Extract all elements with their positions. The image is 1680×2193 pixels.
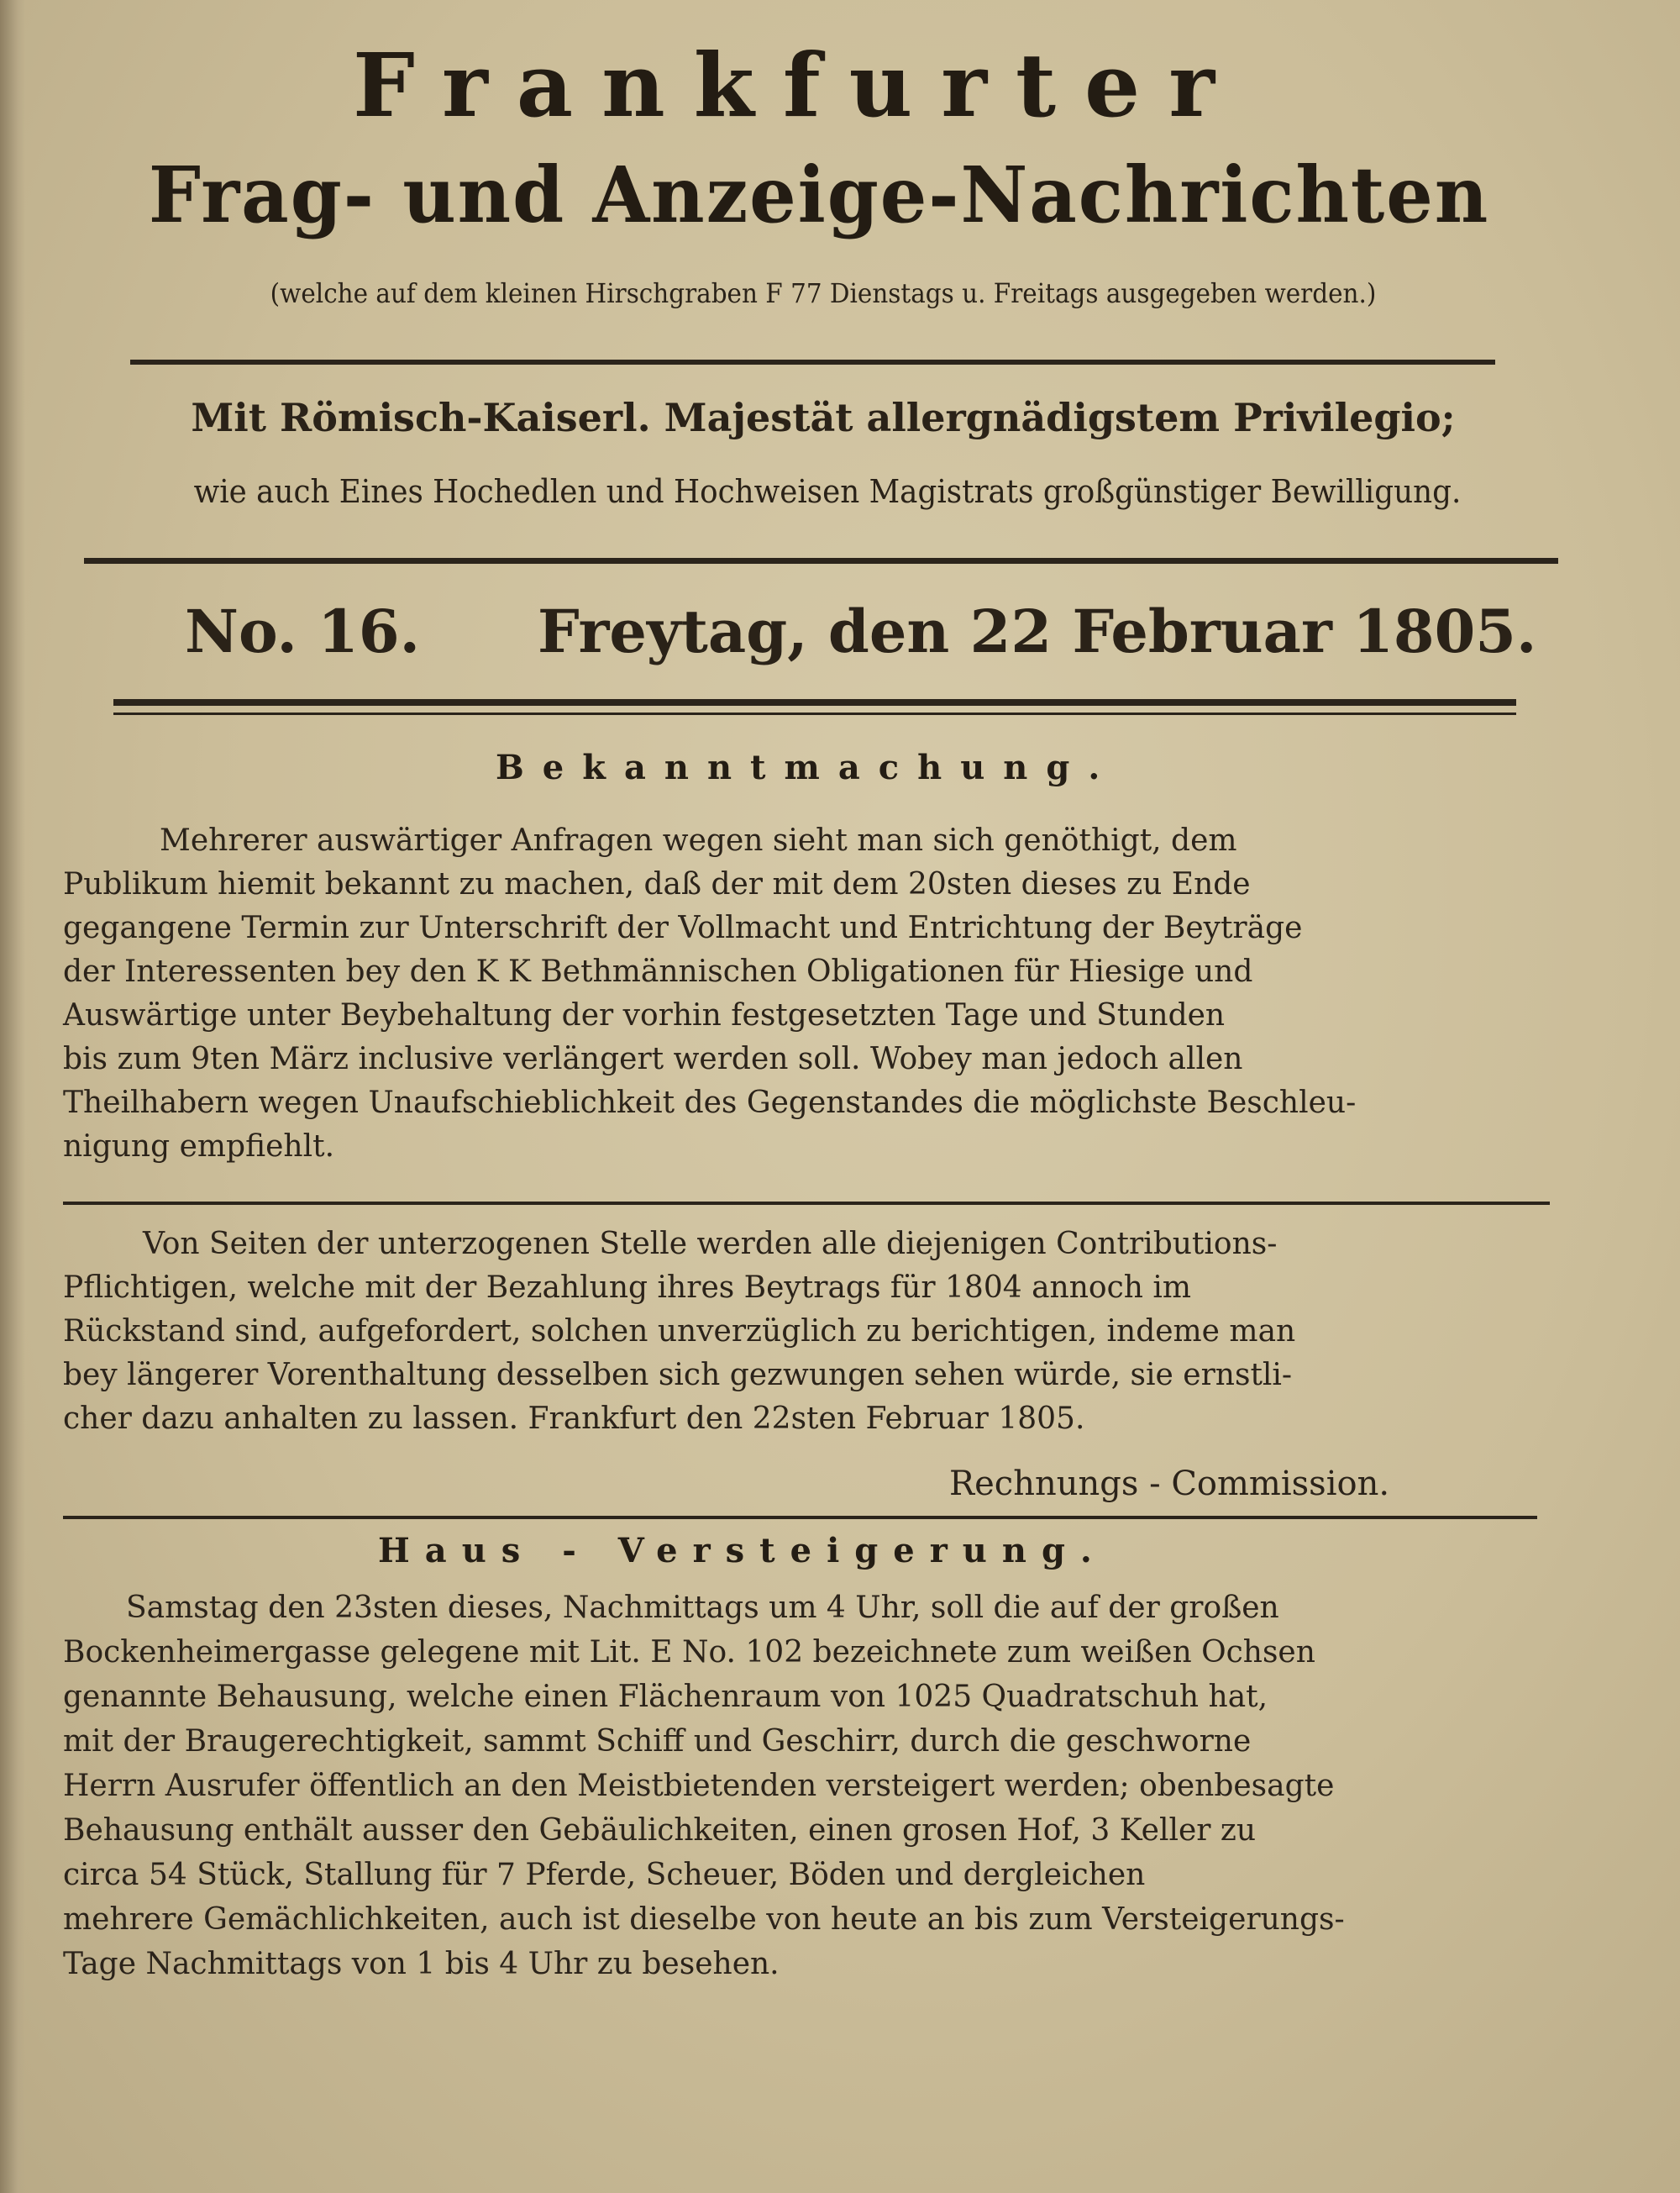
article-3-line: Behausung enthält ausser den Gebäulichkeiten, einen grosen Hof, 3 Keller zu bbox=[63, 1813, 1257, 1848]
article-3-line: Herrn Ausrufer öffentlich an den Meistbietenden versteigert werden; obenbesagte bbox=[63, 1769, 1335, 1803]
article-1-line: der Interessenten bey den K K Bethmännischen Obligationen für Hiesige und bbox=[63, 955, 1253, 989]
article-3-line: genannte Behausung, welche einen Flächenraum von 1025 Quadratschuh hat, bbox=[63, 1680, 1268, 1714]
article-1-line: Mehrerer auswärtiger Anfragen wegen sieht man sich genöthigt, dem bbox=[160, 823, 1237, 858]
article-3-line: Bockenheimergasse gelegene mit Lit. E No. 102 bezeichnete zum weißen Ochsen bbox=[63, 1635, 1315, 1670]
article-2-line: bey längerer Vorenthaltung desselben sich gezwungen sehen würde, sie ernstli- bbox=[63, 1358, 1293, 1392]
issue-rule-thin bbox=[113, 713, 1516, 715]
article-3-line: circa 54 Stück, Stallung für 7 Pferde, Scheuer, Böden und dergleichen bbox=[63, 1858, 1146, 1892]
article-1-line: Theilhabern wegen Unaufschieblichkeit des Gegenstandes die möglichste Beschleu- bbox=[63, 1086, 1357, 1120]
masthead-rule-middle bbox=[84, 558, 1558, 564]
article-3-line: mit der Braugerechtigkeit, sammt Schiff und Geschirr, durch die geschworne bbox=[63, 1724, 1252, 1759]
issue-number: No. 16. bbox=[185, 597, 420, 666]
masthead-title-line1: Frankfurter bbox=[352, 34, 1243, 137]
article-3-line: Samstag den 23sten dieses, Nachmittags um 4 Uhr, soll die auf der großen bbox=[126, 1591, 1279, 1625]
article-3-line: Tage Nachmittags von 1 bis 4 Uhr zu besehen. bbox=[63, 1947, 780, 1981]
page-binding-gutter bbox=[0, 0, 25, 2193]
article-2-line: Rückstand sind, aufgefordert, solchen unverzüglich zu berichtigen, indeme man bbox=[63, 1314, 1296, 1349]
article-2-line: cher dazu anhalten zu lassen. Frankfurt den 22sten Februar 1805. bbox=[63, 1402, 1085, 1436]
article-1-line: nigung empfiehlt. bbox=[63, 1129, 335, 1164]
article-divider-2 bbox=[63, 1516, 1537, 1519]
article-3-line: mehrere Gemächlichkeiten, auch ist dieselbe von heute an bis zum Versteigerungs- bbox=[63, 1902, 1345, 1937]
article-2-line: Pflichtigen, welche mit der Bezahlung ihres Beytrags für 1804 annoch im bbox=[63, 1270, 1192, 1305]
article-2-signature: Rechnungs - Commission. bbox=[949, 1465, 1390, 1503]
privilege-line-1: Mit Römisch-Kaiserl. Majestät allergnädigstem Privilegio; bbox=[191, 395, 1456, 440]
masthead-title-line2: Frag- und Anzeige-Nachrichten bbox=[148, 150, 1490, 240]
article-1-line: Publikum hiemit bekannt zu machen, daß der mit dem 20sten dieses zu Ende bbox=[63, 867, 1251, 902]
article-2-line: Von Seiten der unterzogenen Stelle werden alle diejenigen Contributions- bbox=[143, 1227, 1278, 1261]
issue-rule-thick bbox=[113, 699, 1516, 706]
article-3-heading: Haus - Versteigerung. bbox=[378, 1531, 1107, 1570]
issue-date: Freytag, den 22 Februar 1805. bbox=[538, 597, 1537, 666]
masthead-rule-top bbox=[130, 360, 1495, 365]
article-1-line: gegangene Termin zur Unterschrift der Vollmacht und Entrichtung der Beyträge bbox=[63, 911, 1303, 945]
article-divider-1 bbox=[63, 1202, 1550, 1205]
article-1-line: bis zum 9ten März inclusive verlängert werden soll. Wobey man jedoch allen bbox=[63, 1042, 1243, 1076]
article-1-line: Auswärtige unter Beybehaltung der vorhin festgesetzten Tage und Stunden bbox=[63, 998, 1226, 1033]
article-1-heading: Bekanntmachung. bbox=[496, 748, 1119, 787]
masthead-subtitle: (welche auf dem kleinen Hirschgraben F 77 Dienstags u. Freitags ausgegeben werden.) bbox=[270, 277, 1377, 309]
privilege-line-2: wie auch Eines Hochedlen und Hochweisen Magistrats großgünstiger Bewilligung. bbox=[193, 473, 1462, 510]
